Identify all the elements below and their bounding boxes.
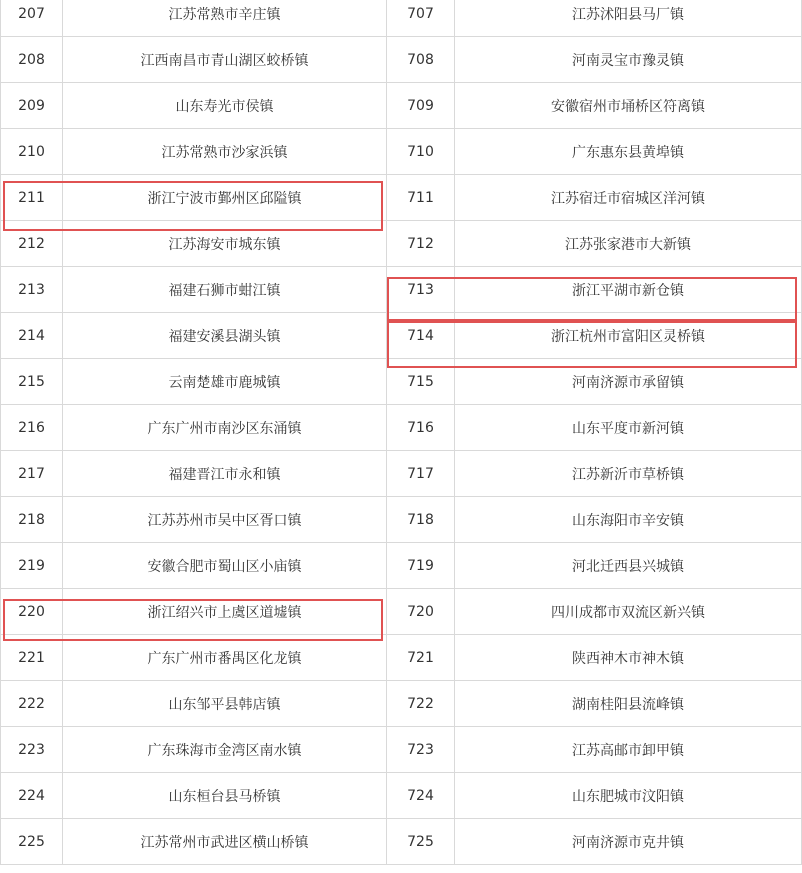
rank-cell: 212	[1, 221, 63, 267]
rank-cell: 221	[1, 635, 63, 681]
table-row	[1, 451, 802, 497]
table-row	[1, 359, 802, 405]
table-row	[1, 773, 802, 819]
town-name-cell: 福建晋江市永和镇	[63, 451, 387, 497]
town-name-cell: 河南灵宝市豫灵镇	[455, 37, 802, 83]
table-row	[1, 497, 802, 543]
rank-cell: 211	[1, 175, 63, 221]
rank-cell: 208	[1, 37, 63, 83]
town-name-cell: 河南济源市承留镇	[455, 359, 802, 405]
rank-cell: 723	[387, 727, 455, 773]
rank-cell: 711	[387, 175, 455, 221]
rank-cell: 223	[1, 727, 63, 773]
rank-cell: 216	[1, 405, 63, 451]
rank-cell: 719	[387, 543, 455, 589]
rank-cell: 722	[387, 681, 455, 727]
rank-cell: 724	[387, 773, 455, 819]
table-row	[1, 727, 802, 773]
table-row	[1, 819, 802, 865]
rank-cell: 717	[387, 451, 455, 497]
town-name-cell: 广东广州市番禺区化龙镇	[63, 635, 387, 681]
rank-cell: 217	[1, 451, 63, 497]
town-name-cell: 山东桓台县马桥镇	[63, 773, 387, 819]
rank-cell: 219	[1, 543, 63, 589]
rank-cell: 713	[387, 267, 455, 313]
town-name-cell: 江苏高邮市卸甲镇	[455, 727, 802, 773]
town-name-cell: 福建石狮市蚶江镇	[63, 267, 387, 313]
rank-cell: 712	[387, 221, 455, 267]
table-row	[1, 267, 802, 313]
table-row	[1, 405, 802, 451]
rank-cell: 715	[387, 359, 455, 405]
rank-cell: 209	[1, 83, 63, 129]
rank-cell: 716	[387, 405, 455, 451]
town-name-cell: 浙江平湖市新仓镇	[455, 267, 802, 313]
town-name-cell: 陕西神木市神木镇	[455, 635, 802, 681]
rank-cell: 721	[387, 635, 455, 681]
table-row	[1, 543, 802, 589]
rank-cell: 707	[387, 0, 455, 37]
town-name-cell: 广东广州市南沙区东涌镇	[63, 405, 387, 451]
town-name-cell: 安徽合肥市蜀山区小庙镇	[63, 543, 387, 589]
rank-cell: 220	[1, 589, 63, 635]
town-name-cell: 山东肥城市汶阳镇	[455, 773, 802, 819]
town-name-cell: 江苏张家港市大新镇	[455, 221, 802, 267]
table-row	[1, 0, 802, 37]
town-name-cell: 安徽宿州市埇桥区符离镇	[455, 83, 802, 129]
table-row	[1, 37, 802, 83]
town-name-cell: 江苏海安市城东镇	[63, 221, 387, 267]
town-name-cell: 江苏宿迁市宿城区洋河镇	[455, 175, 802, 221]
town-name-cell: 广东珠海市金湾区南水镇	[63, 727, 387, 773]
town-name-cell: 浙江宁波市鄞州区邱隘镇	[63, 175, 387, 221]
rank-cell: 720	[387, 589, 455, 635]
town-name-cell: 山东海阳市辛安镇	[455, 497, 802, 543]
table-body	[1, 0, 802, 865]
rank-cell: 213	[1, 267, 63, 313]
rank-cell: 708	[387, 37, 455, 83]
rank-cell: 225	[1, 819, 63, 865]
table-row	[1, 589, 802, 635]
rank-cell: 207	[1, 0, 63, 37]
rank-cell: 709	[387, 83, 455, 129]
town-name-cell: 江西南昌市青山湖区蛟桥镇	[63, 37, 387, 83]
town-name-cell: 浙江绍兴市上虞区道墟镇	[63, 589, 387, 635]
town-name-cell: 河北迁西县兴城镇	[455, 543, 802, 589]
table-row	[1, 175, 802, 221]
town-name-cell: 江苏常州市武进区横山桥镇	[63, 819, 387, 865]
table-row	[1, 221, 802, 267]
town-name-cell: 福建安溪县湖头镇	[63, 313, 387, 359]
town-name-cell: 江苏常熟市辛庄镇	[63, 0, 387, 37]
rank-cell: 725	[387, 819, 455, 865]
town-name-cell: 浙江杭州市富阳区灵桥镇	[455, 313, 802, 359]
town-name-cell: 江苏苏州市吴中区胥口镇	[63, 497, 387, 543]
rank-cell: 218	[1, 497, 63, 543]
town-name-cell: 山东邹平县韩店镇	[63, 681, 387, 727]
table-row	[1, 129, 802, 175]
table-row	[1, 313, 802, 359]
rank-cell: 718	[387, 497, 455, 543]
town-name-cell: 四川成都市双流区新兴镇	[455, 589, 802, 635]
town-name-cell: 云南楚雄市鹿城镇	[63, 359, 387, 405]
table-row	[1, 635, 802, 681]
rank-cell: 714	[387, 313, 455, 359]
table-row	[1, 83, 802, 129]
rank-cell: 224	[1, 773, 63, 819]
rank-cell: 210	[1, 129, 63, 175]
town-name-cell: 江苏常熟市沙家浜镇	[63, 129, 387, 175]
town-name-cell: 山东寿光市侯镇	[63, 83, 387, 129]
rank-cell: 710	[387, 129, 455, 175]
town-name-cell: 河南济源市克井镇	[455, 819, 802, 865]
town-name-cell: 湖南桂阳县流峰镇	[455, 681, 802, 727]
rank-cell: 214	[1, 313, 63, 359]
town-name-cell: 广东惠东县黄埠镇	[455, 129, 802, 175]
rank-cell: 222	[1, 681, 63, 727]
town-name-cell: 山东平度市新河镇	[455, 405, 802, 451]
town-name-cell: 江苏沭阳县马厂镇	[455, 0, 802, 37]
town-name-cell: 江苏新沂市草桥镇	[455, 451, 802, 497]
table-row	[1, 681, 802, 727]
rank-cell: 215	[1, 359, 63, 405]
